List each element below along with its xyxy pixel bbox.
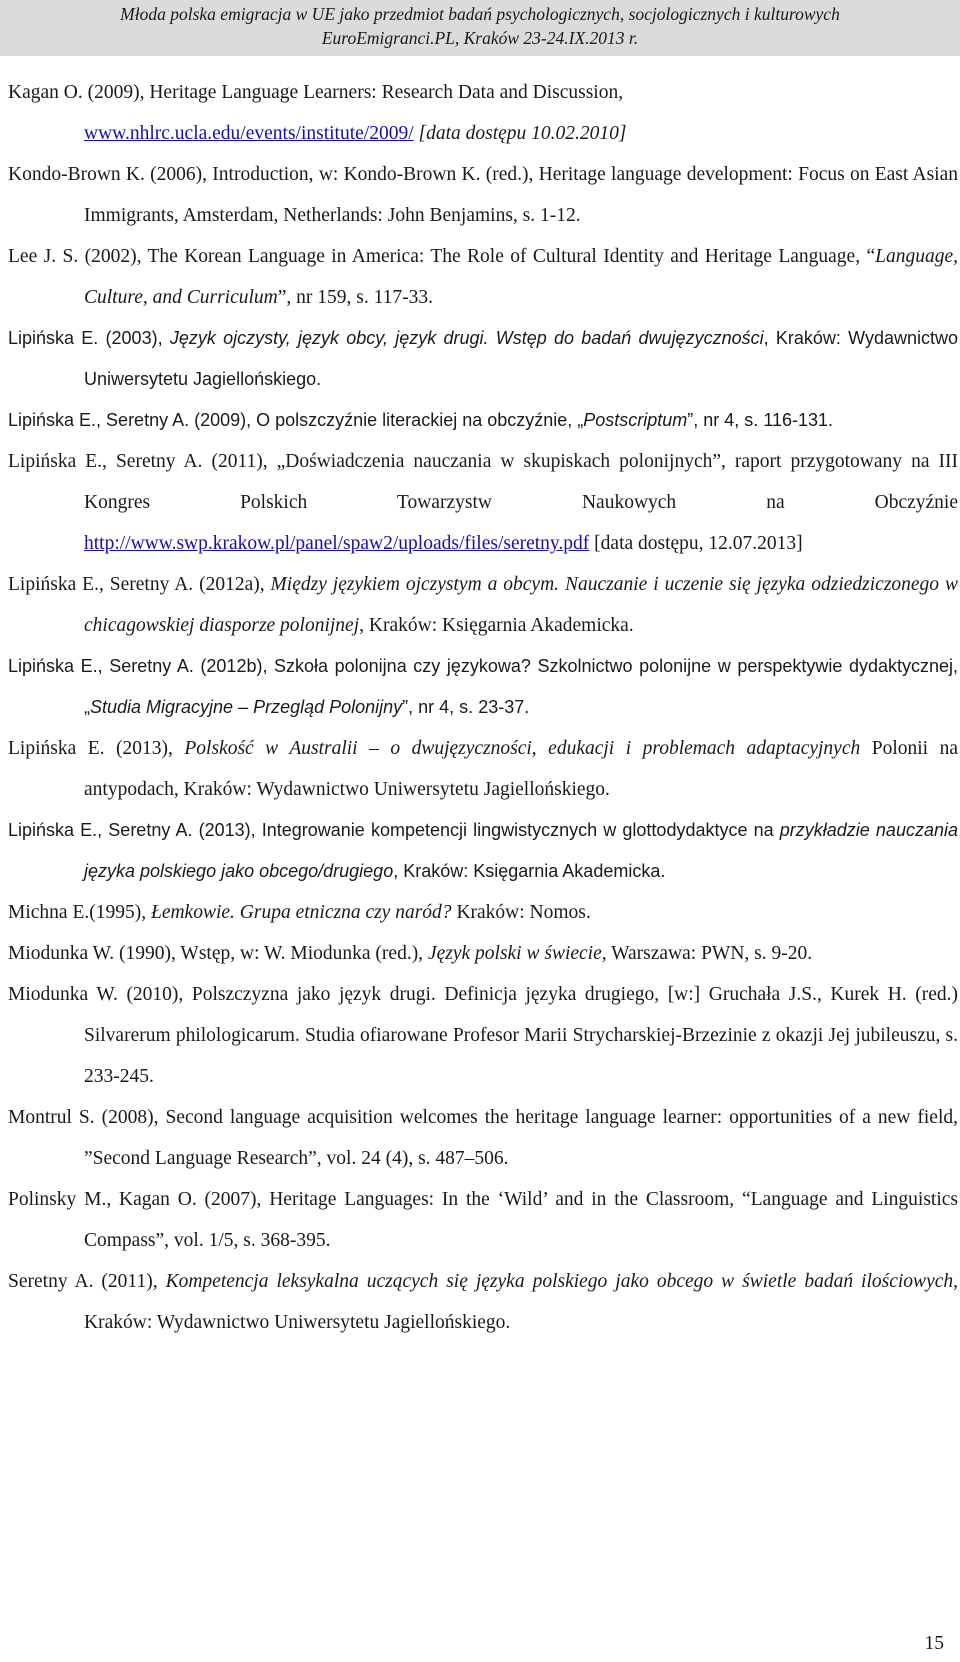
reference-entry: Polinsky M., Kagan O. (2007), Heritage Languages: In the ‘Wild’ and in the Classroom, “Language and Linguistics Compass”, vol. 1/5, s. 368-395.: [8, 1189, 958, 1251]
reference-link[interactable]: www.nhlrc.ucla.edu/events/institute/2009/: [84, 123, 414, 144]
reference-link[interactable]: http://www.swp.krakow.pl/panel/spaw2/uploads/files/seretny.pdf: [84, 533, 590, 554]
reference-entry: Michna E.(1995), Łemkowie. Grupa etniczna czy naród? Kraków: Nomos.: [8, 902, 591, 923]
reference-entry: Miodunka W. (1990), Wstęp, w: W. Miodunka (red.), Język polski w świecie, Warszawa: PWN, s. 9-20.: [8, 943, 813, 964]
reference-entry: Kagan O. (2009), Heritage Language Learners: Research Data and Discussion, www.nhlrc.ucla.edu/events/institute/2009/ [data dostępu 10.02.2010]: [8, 82, 627, 144]
reference-entry: Seretny A. (2011), Kompetencja leksykalna uczących się języka polskiego jako obcego w świetle badań ilościowych, Kraków: Wydawnictwo Uniwersytetu Jagiellońskiego.: [8, 1271, 958, 1333]
reference-entry: Kondo-Brown K. (2006), Introduction, w: Kondo-Brown K. (red.), Heritage language development: Focus on East Asian Immigrants, Amsterdam, Netherlands: John Benjamins, s. 1-12.: [8, 164, 958, 226]
reference-entry: Lipińska E., Seretny A. (2012a), Między językiem ojczystym a obcym. Nauczanie i uczenie się języka odziedziczonego w chicagowskiej diasporze polonijnej, Kraków: Księgarnia Akademicka.: [8, 574, 958, 636]
reference-entry: Lipińska E., Seretny A. (2012b), Szkoła polonijna czy językowa? Szkolnictwo polonijne w perspektywie dydaktycznej, „Studia Migracyjne – Przegląd Polonijny”, nr 4, s. 23-37.: [8, 656, 958, 717]
reference-entry: Lipińska E. (2003), Język ojczysty, język obcy, język drugi. Wstęp do badań dwujęzyczności, Kraków: Wydawnictwo Uniwersytetu Jagiellońskiego.: [8, 328, 958, 389]
page-header: [0, 0, 960, 56]
reference-entry: Lipińska E., Seretny A. (2009), O polszczyźnie literackiej na obczyźnie, „Postscriptum”, nr 4, s. 116-131.: [8, 410, 834, 430]
bibliography-list: [8, 72, 958, 1343]
page-number: 15: [924, 1633, 944, 1654]
header-title: Młoda polska emigracja w UE jako przedmiot badań psychologicznych, socjologicznych i kulturowych: [120, 4, 840, 24]
reference-entry: Lee J. S. (2002), The Korean Language in America: The Role of Cultural Identity and Heritage Language, “Language, Culture, and Curriculum”, nr 159, s. 117-33.: [8, 246, 958, 308]
reference-entry: Lipińska E., Seretny A. (2011), „Doświadczenia nauczania w skupiskach polonijnych”, raport przygotowany na III Kongres Polskich Towarzystw Naukowych na Obczyźnie http://www.swp.krakow.pl/panel/spaw2/uploads/files/seretny.pdf [data dostępu, 12.07.2013]: [8, 451, 958, 554]
reference-entry: Montrul S. (2008), Second language acquisition welcomes the heritage language learner: opportunities of a new field, ”Second Language Research”, vol. 24 (4), s. 487–506.: [8, 1107, 958, 1169]
reference-entry: Lipińska E. (2013), Polskość w Australii – o dwujęzyczności, edukacji i problemach adaptacyjnych Polonii na antypodach, Kraków: Wydawnictwo Uniwersytetu Jagiellońskiego.: [8, 738, 958, 800]
reference-entry: Lipińska E., Seretny A. (2013), Integrowanie kompetencji lingwistycznych w glottodydaktyce na przykładzie nauczania języka polskiego jako obcego/drugiego, Kraków: Księgarnia Akademicka.: [8, 820, 958, 881]
header-subtitle: EuroEmigranci.PL, Kraków 23-24.IX.2013 r.: [321, 28, 639, 48]
reference-entry: Miodunka W. (2010), Polszczyzna jako język drugi. Definicja języka drugiego, [w:] Gruchała J.S., Kurek H. (red.) Silvarerum philologicarum. Studia ofiarowane Profesor Marii Strycharskiej-Brzezinie z okazji Jej jubileuszu, s. 233-245.: [8, 984, 958, 1087]
